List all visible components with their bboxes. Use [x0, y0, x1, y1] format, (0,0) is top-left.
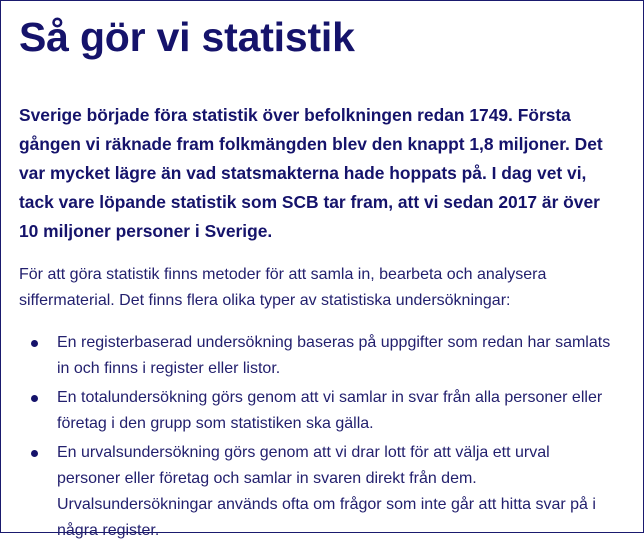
- bullet-icon: [31, 450, 38, 457]
- list-item-text: En totalundersökning görs genom att vi samlar in svar från alla personer eller företag i den grupp som statistiken ska gälla.: [57, 389, 603, 432]
- page-title: Så gör vi statistik: [19, 14, 355, 60]
- list-item-text: En urvalsundersökning görs genom att vi drar lott för att välja ett urval personer eller företag och samlar in svaren direkt från dem. Urvalsundersökningar används ofta om frågor som inte går att hitta svar på i några register.: [57, 444, 596, 539]
- body-paragraph: För att göra statistik finns metoder för att samla in, bearbeta och analysera siffermaterial. Det finns flera olika typer av statistiska undersökningar:: [19, 266, 547, 309]
- lead-paragraph: Sverige började föra statistik över befolkningen redan 1749. Första gången vi räknade fram folkmängden blev den knappt 1,8 miljoner. Det var mycket lägre än vad statsmakterna hade hoppats på. I dag vet vi, tack vare löpande statistik som SCB tar fram, att vi sedan 2017 är över 10 miljoner personer i Sverige.: [19, 105, 603, 241]
- list-item: [19, 440, 617, 544]
- list-item: [19, 330, 617, 382]
- bullet-icon: [31, 395, 38, 402]
- survey-types-list: [19, 330, 619, 544]
- list-item-text: En registerbaserad undersökning baseras på uppgifter som redan har samlats in och finns i register eller listor.: [57, 334, 611, 377]
- list-item: [19, 385, 617, 437]
- bullet-icon: [31, 340, 38, 347]
